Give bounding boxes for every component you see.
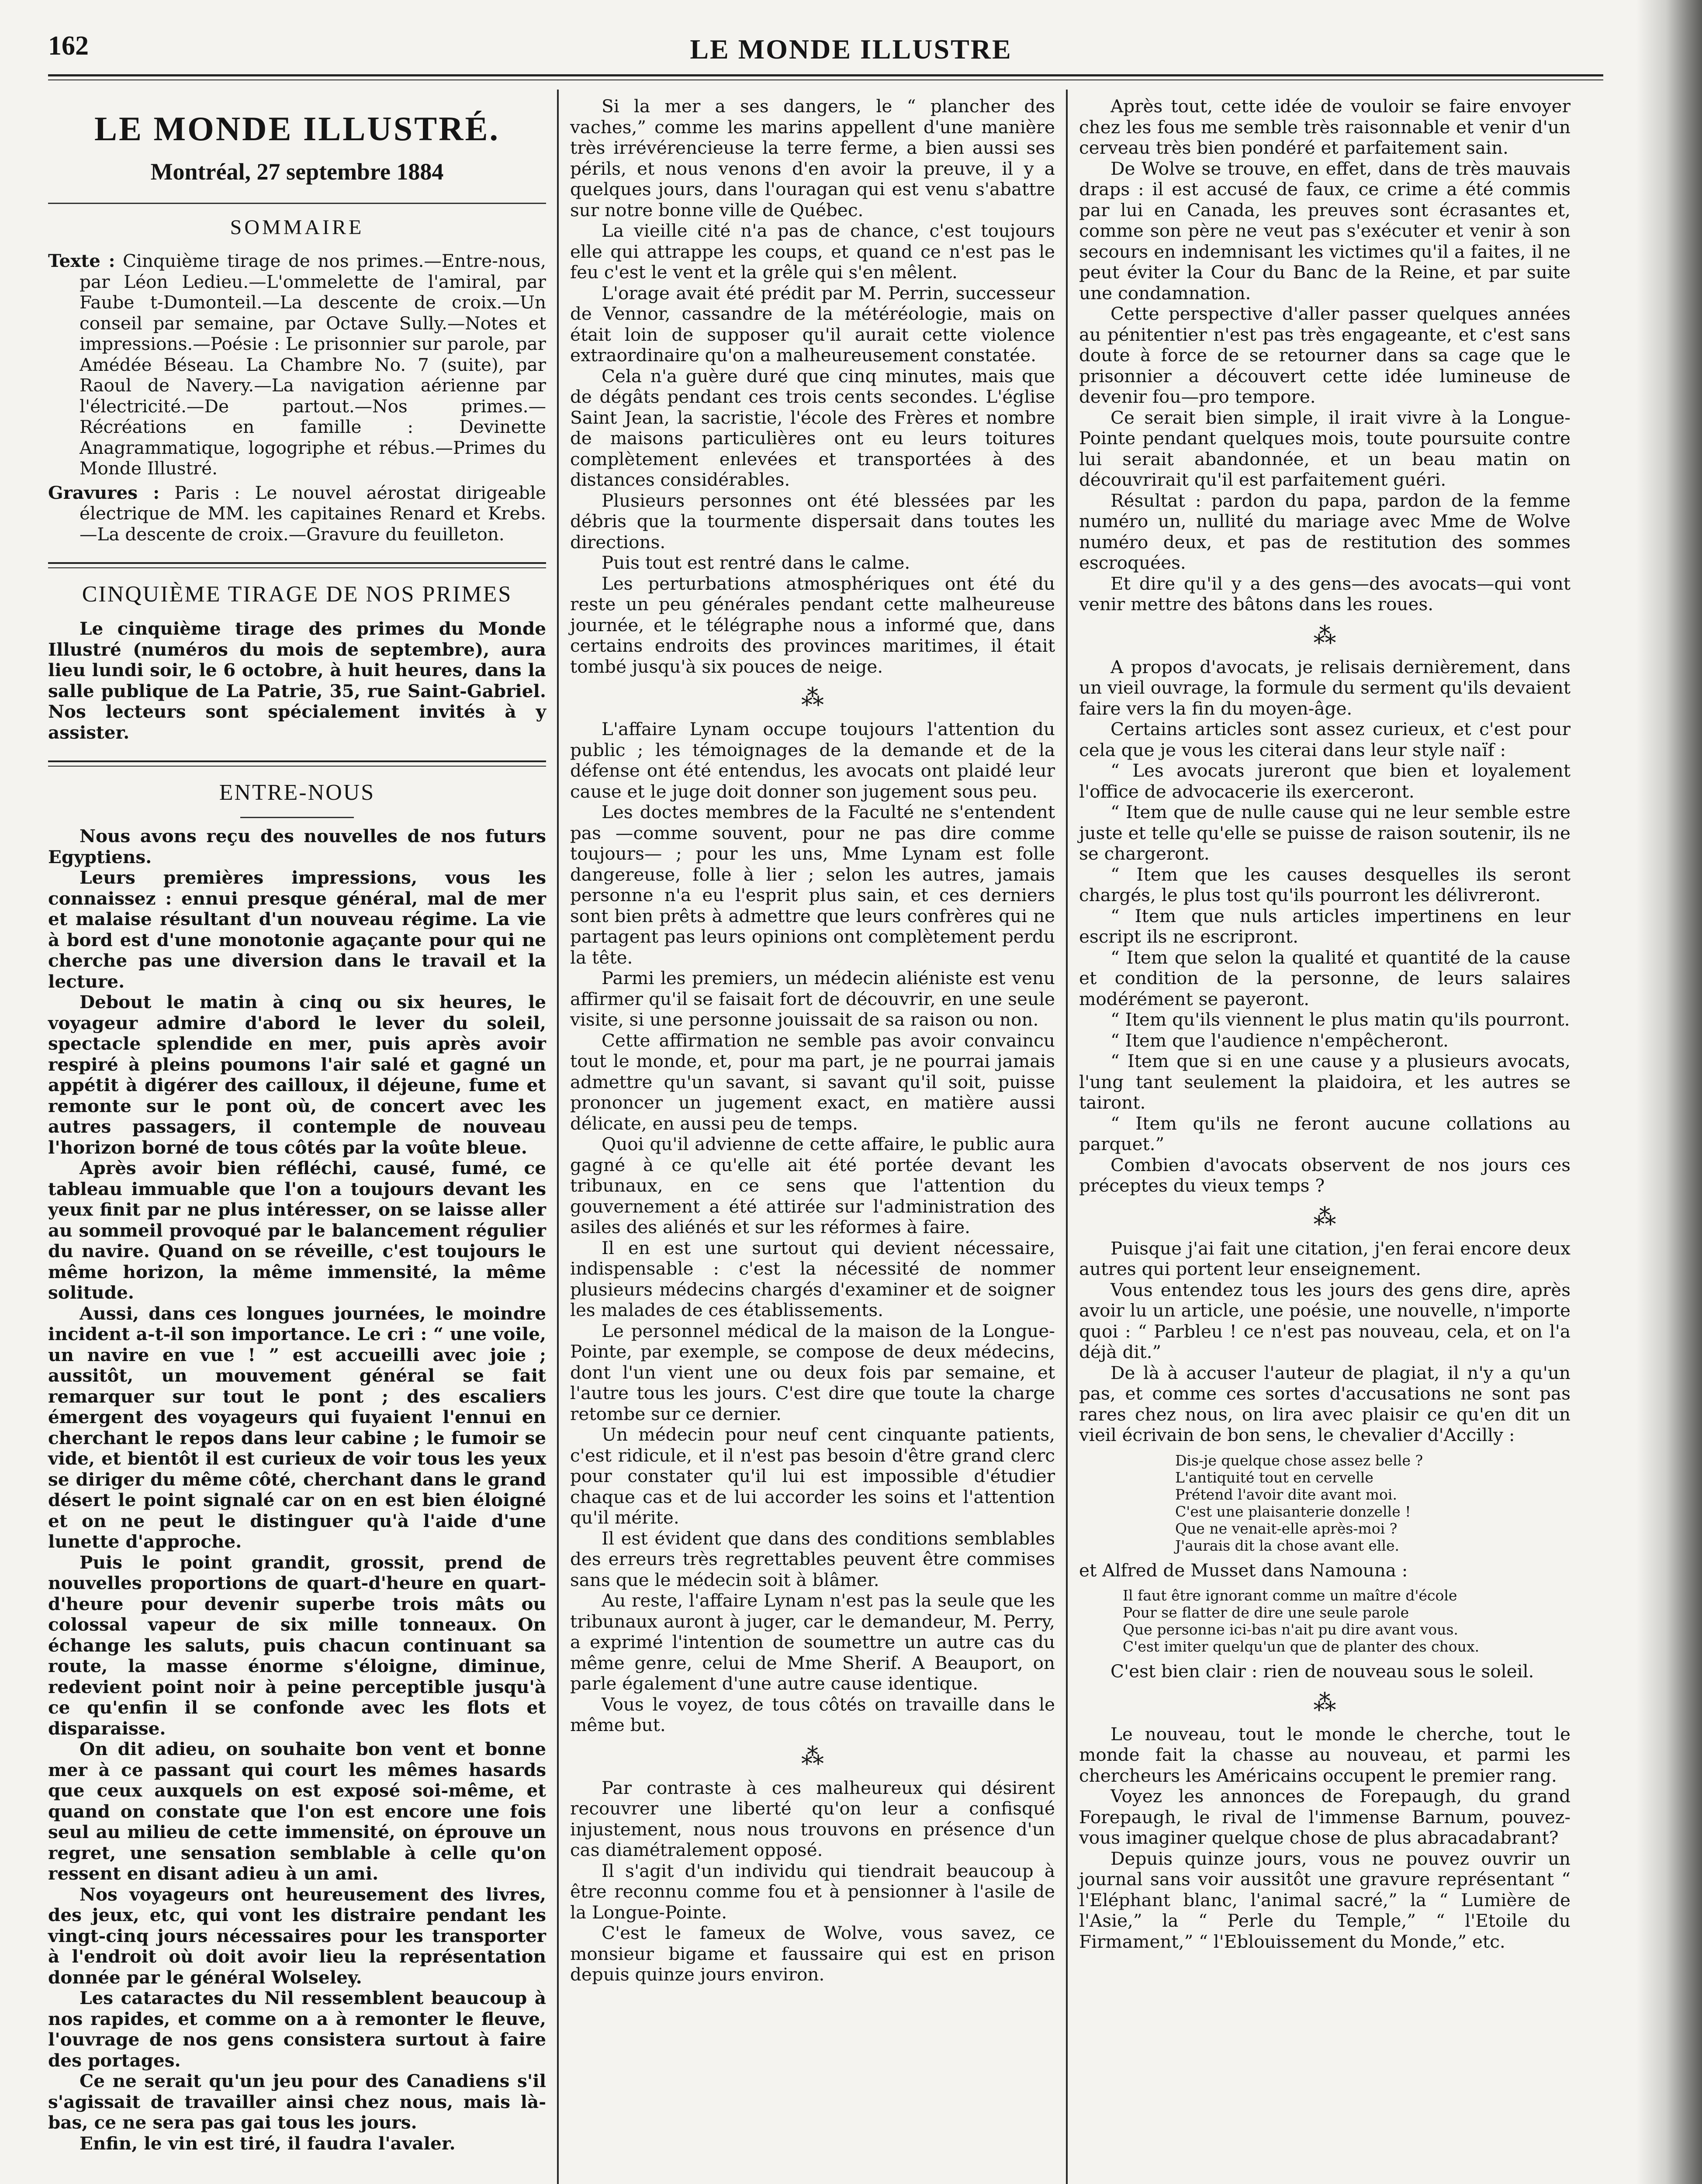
paragraph: C'est bien clair : rien de nouveau sous le soleil.: [1110, 1661, 1534, 1682]
paragraph: “ Item qu'ils ne feront aucune collations au parquet.”: [1079, 1113, 1571, 1154]
entre-nous-title: ENTRE-NOUS: [219, 780, 375, 805]
paragraph: Résultat : pardon du papa, pardon de la femme numéro un, nullité du mariage avec Mme de Wolve numéro deux, et pas de restitution des sommes escroquées.: [1079, 490, 1571, 573]
verse-accilly: [1175, 1452, 1571, 1554]
paragraph: Le personnel médical de la maison de la Longue-Pointe, par exemple, se compose de deux médecins, dont l'un vient une ou deux fois par semaine, et l'autre tous les jours. C'est dire que toute la charge retombe sur ce dernier.: [570, 1320, 1055, 1424]
paragraph: De là à accuser l'auteur de plagiat, il n'y a qu'un pas, et comme ces sortes d'accusations ne sont pas rares chez nous, on lira avec plaisir ce qu'en dit un vieil écrivain de bon sens, le chevalier d'Accilly :: [1079, 1362, 1571, 1445]
asterism-divider: ⁂: [1313, 1204, 1336, 1230]
asterism-divider: ⁂: [801, 1743, 824, 1770]
paragraph: L'orage avait été prédit par M. Perrin, successeur de Vennor, cassandre de la météréologie, mais on était loin de supposer qu'il aurait cette violence extraordinaire qu'on a malheureusement constatée.: [570, 282, 1055, 366]
paragraph: Un médecin pour neuf cent cinquante patients, c'est ridicule, et il n'est pas besoin d'être grand clerc pour constater qu'il lui est impossible d'étudier chaque cas et de lui accorder les soins et l'attention qu'il mérite.: [570, 1424, 1055, 1528]
verse-line: C'est imiter quelqu'un que de planter des choux.: [1123, 1638, 1480, 1655]
paragraph: Il en est une surtout qui devient nécessaire, indispensable : c'est la nécessité de nommer plusieurs médecins chargés d'examiner et de soigner les malades de ces établissements.: [570, 1237, 1055, 1320]
header-rule-thin: [48, 79, 1603, 80]
column-2: [570, 96, 1055, 1985]
section-rule: [48, 562, 546, 568]
section-rule: [48, 760, 546, 767]
title-rule: [240, 817, 354, 818]
asterism-divider: ⁂: [1313, 1690, 1336, 1716]
paragraph: Combien d'avocats observent de nos jours ces préceptes du vieux temps ?: [1079, 1154, 1571, 1196]
running-title: LE MONDE ILLUSTRE: [690, 34, 1012, 65]
asterism-divider: ⁂: [801, 685, 824, 711]
masthead-title: LE MONDE ILLUSTRÉ.: [94, 110, 500, 148]
verse-line: Il faut être ignorant comme un maître d'école: [1123, 1587, 1457, 1604]
paragraph: Voyez les annonces de Forepaugh, du grand Forepaugh, le rival de l'immense Barnum, pouvez-vous imaginer quelque chose de plus abracadabrant?: [1079, 1786, 1571, 1848]
paragraph: Si la mer a ses dangers, le “ plancher des vaches,” comme les marins appellent d'une manière très irrévérencieuse la terre ferme, a bien aussi ses périls, et nous venons d'en avoir la preuve, il y a quelques jours, dans l'ouragan qui est venu s'abattre sur notre bonne ville de Québec.: [570, 96, 1055, 221]
paragraph: Vous entendez tous les jours des gens dire, après avoir lu un article, une poésie, une nouvelle, n'importe quoi : “ Parbleu ! ce n'est pas nouveau, cela, et on l'a déjà dit.”: [1079, 1279, 1571, 1362]
paragraph: Il est évident que dans des conditions semblables des erreurs très regrettables peuvent être commises sans que le médecin soit à blâmer.: [570, 1527, 1055, 1590]
column-1: [48, 96, 546, 2154]
paragraph: Par contraste à ces malheureux qui désirent recouvrer une liberté qu'on leur a confisqué injustement, nous nous trouvons en présence d'un cas diamétralement opposé.: [570, 1777, 1055, 1860]
paragraph: “ Item qu'ils viennent le plus matin qu'ils pourront.: [1110, 1009, 1570, 1030]
paragraph: Ce ne serait qu'un jeu pour des Canadiens s'il s'agissait de travailler ainsi chez nous, mais là-bas, ce ne sera pas gai tous les jours.: [48, 2070, 546, 2133]
paragraph: Debout le matin à cinq ou six heures, le voyageur admire d'abord le lever du soleil, spectacle splendide en mer, puis après avoir respiré à pleins poumons l'air salé et gagné un appétit à digérer des cailloux, il déjeune, fume et remonte sur le pont où, de concert avec les autres passagers, il contemple de nouveau l'horizon borné de tous côtés par la voûte bleue.: [48, 992, 546, 1158]
sommaire-gravures: Gravures : Paris : Le nouvel aérostat dirigeable électrique de MM. les capitaines Renard et Krebs.—La descente de croix.—Gravure du feuilleton.: [48, 482, 546, 545]
paragraph: Ce serait bien simple, il irait vivre à la Longue-Pointe pendant quelques mois, toute poursuite contre lui serait abandonnée, et un beau matin on découvrirait qu'il est parfaitement guéri.: [1079, 407, 1571, 490]
paragraph: Cette affirmation ne semble pas avoir convaincu tout le monde, et, pour ma part, je ne pourrai jamais admettre qu'un savant, si savant qu'il soit, puisse prononcer un jugement exact, en matière aussi délicate, en aussi peu de temps.: [570, 1030, 1055, 1134]
paragraph: “ Item que si en une cause y a plusieurs avocats, l'ung tant seulement la plaidoira, et les autres se tairont.: [1079, 1051, 1571, 1113]
paragraph: Parmi les premiers, un médecin aliéniste est venu affirmer qu'il se faisait fort de découvrir, en une seule visite, si une personne jouissait de sa raison ou non.: [570, 968, 1055, 1030]
paragraph: C'est le fameux de Wolve, vous savez, ce monsieur bigame et faussaire qui est en prison depuis quinze jours environ.: [570, 1922, 1055, 1985]
verse-line: Pour se flatter de dire une seule parole: [1123, 1604, 1409, 1621]
paragraph: Et dire qu'il y a des gens—des avocats—qui vont venir mettre des bâtons dans les roues.: [1079, 573, 1571, 615]
paragraph: Les cataractes du Nil ressemblent beaucoup à nos rapides, et comme on a à remonter le fleuve, l'ouvrage de nos gens consistera surtout à faire des portages.: [48, 1987, 546, 2071]
paragraph: De Wolve se trouve, en effet, dans de très mauvais draps : il est accusé de faux, ce crime a été commis par lui en Canada, les preuves sont écrasantes et, comme son père ne veut pas s'exécuter et venir à son secours en indemnisant les victimes qu'il a faites, il ne peut éviter la Cour du Banc de la Reine, et par suite une condamnation.: [1079, 158, 1571, 304]
verse-line: C'est une plaisanterie donzelle !: [1175, 1503, 1411, 1520]
verse-intro: et Alfred de Musset dans Namouna :: [1079, 1559, 1408, 1581]
paragraph: Puis tout est rentré dans le calme.: [602, 552, 910, 573]
verse-line: J'aurais dit la chose avant elle.: [1175, 1537, 1400, 1554]
paragraph: Après avoir bien réfléchi, causé, fumé, ce tableau immuable que l'on a toujours devant les yeux finit par ne plus intéresser, on se laisse aller au sommeil provoqué par le balancement régulier du navire. Quand on se réveille, c'est toujours le même horizon, la même immensité, la même solitude.: [48, 1158, 546, 1303]
asterism-divider: ⁂: [1313, 622, 1336, 649]
page-edge-shadow: [1636, 0, 1702, 2184]
sommaire-texte: Texte : Cinquième tirage de nos primes.—Entre-nous, par Léon Ledieu.—L'ommelette de l'amiral, par Faube t-Dumonteil.—La descente de croix.—Un conseil par semaine, par Octave Sully.—Notes et impressions.—Poésie : Le prisonnier sur parole, par Amédée Béseau. La Chambre No. 7 (suite), par Raoul de Navery.—La navigation aérienne par l'électricité.—De partout.—Nos primes.—Récréations en famille : Devinette Anagrammatique, logogriphe et rébus.—Primes du Monde Illustré.: [48, 250, 546, 479]
paragraph: Puis le point grandit, grossit, prend de nouvelles proportions de quart-d'heure en quart-d'heure pour devenir superbe trois mâts ou colossal vapeur de six mille tonneaux. On échange les saluts, puis chacun continuant sa route, la masse énorme s'éloigne, diminue, redevient point noir à peine perceptible jusqu'à ce qu'enfin il se confonde avec les flots et disparaisse.: [48, 1552, 546, 1739]
paragraph: “ Item que l'audience n'empêcheront.: [1110, 1030, 1449, 1051]
column-rule-2: [1066, 90, 1068, 2184]
paragraph: “ Les avocats jureront que bien et loyalement l'office de advocacerie ils exerceront.: [1079, 760, 1571, 802]
page-number: 162: [48, 31, 89, 61]
paragraph: Aussi, dans ces longues journées, le moindre incident a-t-il son importance. Le cri : “ une voile, un navire en vue ! ” est accueilli avec joie ; aussitôt, un mouvement général se fait remarquer sur tout le pont ; des escaliers émergent des voyageurs qui fuyaient l'ennui en cherchant le repos dans leur cabine ; le fumoir se vide, et bientôt il est curieux de voir tous les yeux se diriger du même côté, cherchant dans le grand désert le point signalé car on en est bien éloigné et on ne peut le distinguer qu'à l'aide d'une lunette d'approche.: [48, 1303, 546, 1552]
paragraph: Nous avons reçu des nouvelles de nos futurs Egyptiens.: [48, 826, 546, 867]
column-rule-1: [557, 90, 559, 2184]
paragraph: Au reste, l'affaire Lynam n'est pas la seule que les tribunaux auront à juger, car le demandeur, M. Perry, a exprimé l'intention de soumettre un autre cas du même genre, celui de Mme Sherif. A Beauport, on parle également d'une autre cause identique.: [570, 1590, 1055, 1694]
paragraph: Quoi qu'il advienne de cette affaire, le public aura gagné à ce qu'elle ait été portée devant les tribunaux, en ce sens que l'attention du gouvernement a été attirée sur l'administration des asiles des aliénés et sur les réformes à faire.: [570, 1133, 1055, 1237]
primes-title: CINQUIÈME TIRAGE DE NOS PRIMES: [82, 582, 512, 607]
paragraph: Certains articles sont assez curieux, et c'est pour cela que je vous les citerai dans leur style naïf :: [1079, 719, 1571, 760]
paragraph: A propos d'avocats, je relisais dernièrement, dans un vieil ouvrage, la formule du serment qu'ils devaient faire vers la fin du moyen-âge.: [1079, 656, 1571, 719]
verse-line: Que personne ici-bas n'ait pu dire avant vous.: [1123, 1621, 1458, 1638]
primes-text: Le cinquième tirage des primes du Monde Illustré (numéros du mois de septembre), aura lieu lundi soir, le 6 octobre, à huit heures, dans la salle publique de La Patrie, 35, rue Saint-Gabriel. Nos lecteurs sont spécialement invités à y assister.: [48, 618, 546, 743]
paragraph: Les doctes membres de la Faculté ne s'entendent pas —comme souvent, pour ne pas dire comme toujours— ; pour les uns, Mme Lynam est folle dangereuse, folle à lier ; selon les autres, jamais personne n'a eu l'esprit plus sain, et ces derniers sont bien prêts à admettre que leurs confrères qui ne partagent pas leurs opinions ont complètement perdu la tête.: [570, 802, 1055, 968]
verse-line: Que ne venait-elle après-moi ?: [1175, 1520, 1398, 1537]
paragraph: Le nouveau, tout le monde le cherche, tout le monde fait la chasse au nouveau, et parmi les chercheurs les Américains occupent le premier rang.: [1079, 1723, 1571, 1786]
paragraph: Depuis quinze jours, vous ne pouvez ouvrir un journal sans voir aussitôt une gravure représentant “ l'Eléphant blanc, l'animal sacré,” la “ Lumière de l'Asie,” la “ Perle du Temple,” “ l'Etoile du Firmament,” “ l'Eblouissement du Monde,” etc.: [1079, 1848, 1571, 1952]
masthead-date: Montréal, 27 septembre 1884: [150, 159, 444, 185]
paragraph: Les perturbations atmosphériques ont été du reste un peu générales pendant cette malheureuse journée, et le télégraphe nous a informé que, dans certains endroits des provinces maritimes, il était tombé jusqu'à six pouces de neige.: [570, 573, 1055, 677]
paragraph: Plusieurs personnes ont été blessées par les débris que la tourmente dispersait dans toutes les directions.: [570, 490, 1055, 553]
paragraph: Puisque j'ai fait une citation, j'en ferai encore deux autres qui portent leur enseignement.: [1079, 1237, 1571, 1279]
paragraph: “ Item que nuls articles impertinens en leur escript ils ne escripront.: [1079, 905, 1571, 947]
paragraph: Après tout, cette idée de vouloir se faire envoyer chez les fous me semble très raisonnable et venir d'un cerveau très bien pondéré et parfaitement sain.: [1079, 96, 1571, 158]
paragraph: “ Item que de nulle cause qui ne leur semble estre juste et telle qu'elle se puisse de raison soutenir, ils ne se chargeront.: [1079, 802, 1571, 864]
paragraph: Leurs premières impressions, vous les connaissez : ennui presque général, mal de mer et malaise résultant d'un nouveau régime. La vie à bord est d'une monotonie agaçante pour qui ne cherche pas une diversion dans le travail et la lecture.: [48, 867, 546, 992]
paragraph: “ Item que les causes desquelles ils seront chargés, le plus tost qu'ils pourront les délivreront.: [1079, 864, 1571, 905]
paragraph: Cette perspective d'aller passer quelques années au pénitentier n'est pas très engageante, et c'est sans doute à force de se retourner dans sa cage que le prisonnier a découvert cette idée lumineuse de devenir fou—pro tempore.: [1079, 303, 1571, 407]
paragraph: Cela n'a guère duré que cinq minutes, mais que de dégâts pendant ces trois cents secondes. L'église Saint Jean, la sacristie, l'école des Frères et nombre de maisons particulières ont eu leurs toitures complètement enlevées et transportées à des distances considérables.: [570, 365, 1055, 490]
paragraph: L'affaire Lynam occupe toujours l'attention du public ; les témoignages de la demande et de la défense ont été entendus, les avocats ont plaidé leur cause et le juge doit donner son jugement sous peu.: [570, 719, 1055, 802]
verse-line: Dis-je quelque chose assez belle ?: [1175, 1451, 1423, 1469]
column-3: [1079, 96, 1571, 1952]
paragraph: Enfin, le vin est tiré, il faudra l'avaler.: [80, 2132, 456, 2154]
sommaire-title: SOMMAIRE: [230, 216, 364, 239]
paragraph: On dit adieu, on souhaite bon vent et bonne mer à ce passant qui court les mêmes hasards que ceux auxquels on est exposé soi-même, et quand on constate que l'on est encore une fois seul au milieu de cette immensité, on éprouve un regret, une sensation semblable à celle qu'on ressent en disant adieu à un ami.: [48, 1738, 546, 1884]
paragraph: Il s'agit d'un individu qui tiendrait beaucoup à être reconnu comme fou et à pensionner à l'asile de la Longue-Pointe.: [570, 1860, 1055, 1923]
paragraph: Vous le voyez, de tous côtés on travaille dans le même but.: [570, 1693, 1055, 1735]
masthead-rule: [48, 203, 546, 204]
paragraph: La vieille cité n'a pas de chance, c'est toujours elle qui attrappe les coups, et quand ce n'est pas le feu c'est le vent et la grêle qui s'en mêlent.: [570, 220, 1055, 283]
verse-line: L'antiquité tout en cervelle: [1175, 1469, 1373, 1486]
verse-musset: [1123, 1587, 1571, 1655]
header-rule: [48, 74, 1603, 76]
sommaire-list: [48, 251, 546, 545]
verse-line: Prétend l'avoir dite avant moi.: [1175, 1486, 1397, 1503]
paragraph: Nos voyageurs ont heureusement des livres, des jeux, etc, qui vont les distraire pendant les vingt-cinq jours nécessaires pour les transporter à l'endroit où doit avoir lieu la représentation donnée par le général Wolseley.: [48, 1883, 546, 1988]
paragraph: “ Item que selon la qualité et quantité de la cause et condition de la personne, de leurs salaires modérément se payeront.: [1079, 947, 1571, 1009]
